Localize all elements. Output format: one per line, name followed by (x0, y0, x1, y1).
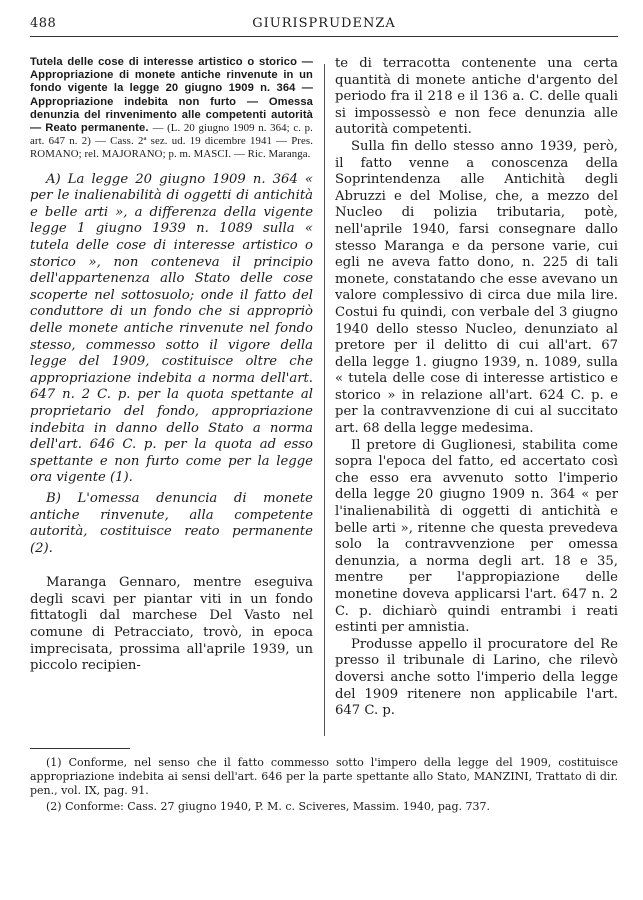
summary-headnote: Tutela delle cose di interesse artistico o storico — Appropriazione di monete antiche rinvenute in un fondo vigente la legge 20 giugno 1909 n. 364 — Appropriazione indebita non furto — Omessa denunzia del rinvenimento alle competenti autorità — Reato permanente. (30, 56, 313, 135)
right-column (335, 56, 618, 740)
two-column-body (30, 56, 618, 740)
summary-references: — (L. 20 giugno 1909 n. 364; c. p. art. 647 n. 2) — Cass. 2ª sez. ud. 19 dicembre 1941 — Pres. ROMANO; rel. MAJORANO; p. m. MASCI. — Ric. Maranga. (30, 122, 313, 161)
maxim-a: A) La legge 20 giugno 1909 n. 364 « per le inalienabilità di oggetti di antichità e belle arti », a differenza della vigente legge 1 giugno 1939 n. 1089 sulla « tutela delle cose di interesse artistico o storico », non conteneva il principio dell'appartenenza allo Stato delle cose scoperte nel sottosuolo; onde il fatto del conduttore di un fondo che si appropriò delle monete antiche rinvenute nel fondo stesso, commesso sotto il vigore della legge del 1909, costituisce oltre che appropriazione indebita a norma dell'art. 647 n. 2 C. p. per la quota spettante al proprietario del fondo, appropriazione indebita in danno dello Stato a norma dell'art. 646 C. p. per la quota ad esso spettante e non furto come per la legge ora vigente (1). (30, 171, 313, 486)
body-paragraph: Sulla fin dello stesso anno 1939, però, il fatto venne a conoscenza della Soprintendenza alle Antichità degli Abruzzi e del Molise, che, a mezzo del Nucleo di polizia tributaria, potè, nell'aprile 1940, farsi consegnare dallo stesso Maranga e da persone varie, cui egli ne aveva fatto dono, n. 225 di tali monete, constatando che esse avevano un valore complessivo di circa due mila lire. Costui fu quindi, con verbale del 3 giugno 1940 dello stesso Nucleo, denunziato al pretore per il delitto di cui all'art. 67 della legge 1. giugno 1939, n. 1089, sulla « tutela delle cose di interesse artistico e storico » in relazione all'art. 624 C. p. e per la contravvenzione di cui al succitato art. 68 della legge medesima. (335, 138, 618, 437)
body-paragraph: Maranga Gennaro, mentre eseguiva degli scavi per piantar viti in un fondo fittatogli dal marchese Del Vasto nel comune di Petracciato, trovò, in epoca imprecisata, prossima all'aprile 1939, un piccolo recipien- (30, 575, 313, 674)
footnote-rule (30, 748, 130, 749)
maxim-b: B) L'omessa denuncia di monete antiche rinvenute, alla competente autorità, costituisce reato permanente (2). (30, 490, 313, 556)
page-number: 488 (30, 16, 57, 31)
footnote-2: (2) Conforme: Cass. 27 giugno 1940, P. M. c. Sciveres, Massim. 1940, pag. 737. (46, 800, 491, 813)
footnotes (30, 756, 618, 816)
running-head: GIURISPRUDENZA (252, 16, 396, 31)
maxims (30, 172, 313, 558)
body-paragraph: te di terracotta contenente una certa quantità di monete antiche d'argento del periodo fra il 218 e il 136 a. C. delle quali si impossessò e non fece denunzia alle autorità competenti. (335, 56, 618, 138)
page-header (30, 8, 618, 37)
column-divider (324, 64, 325, 736)
footnote-1: (1) Conforme, nel senso che il fatto commesso sotto l'impero della legge del 1909, costituisce appropriazione indebita ai sensi dell'art. 646 per la parte spettante allo Stato, MANZINI, Trattato di dir. pen., vol. IX, pag. 91. (30, 756, 618, 797)
body-paragraph: Produsse appello il procuratore del Re presso il tribunale di Larino, che rilevò doversi anche sotto l'imperio della legge del 1909 ritenere non applicabile l'art. 647 C. p. (335, 636, 618, 719)
body-paragraph: Il pretore di Guglionesi, stabilita come sopra l'epoca del fatto, ed accertato così che esso era avvenuto sotto l'imperio della legge 20 giugno 1909 n. 364 « per l'inalienabilità di oggetti di antichità e belle arti », ritenne che questa prevedeva solo la contravvenzione per omessa denunzia, a norma degli art. 18 e 35, mentre per l'appropiazione delle monetine doveva applicarsi l'art. 647 n. 2 C. p. dichiarò quindi entrambi i reati estinti per amnistia. (335, 437, 618, 636)
left-column (30, 56, 313, 740)
case-summary (30, 56, 313, 162)
